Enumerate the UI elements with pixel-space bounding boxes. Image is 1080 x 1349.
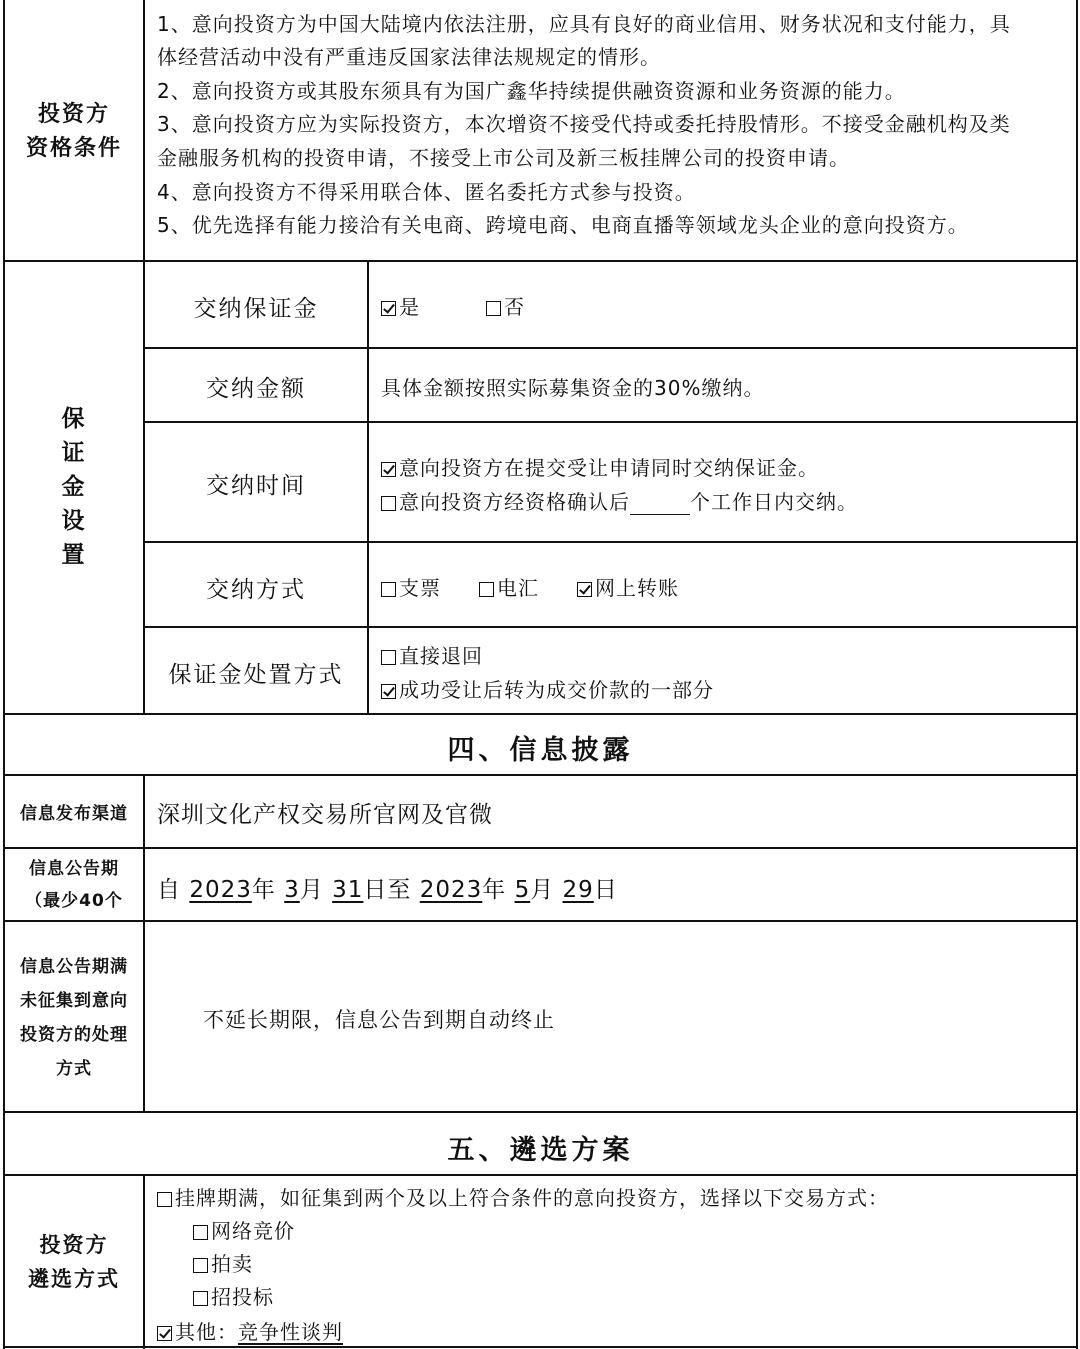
row-divider [3, 1111, 1078, 1113]
row-divider [143, 347, 1078, 349]
qualification-item: 1、意向投资方为中国大陆境内依法注册，应具有良好的商业信用、财务状况和支付能力，具 [157, 12, 1011, 36]
row-divider [3, 713, 1078, 715]
qualification-item: 4、意向投资方不得采用联合体、匿名委托方式参与投资。 [157, 180, 696, 204]
table-border-bottom [3, 1346, 1078, 1348]
label-column-divider [143, 1175, 145, 1349]
info-expiry-text: 不延长期限，信息公告到期自动终止 [203, 1008, 555, 1032]
info-channel-label: 信息发布渠道 [20, 804, 128, 824]
method-check-checkbox[interactable] [381, 582, 396, 597]
selection-option: 招投标 [193, 1281, 274, 1310]
pay-deposit-no-checkbox[interactable] [486, 301, 501, 316]
option-auction-checkbox[interactable] [193, 1258, 208, 1273]
option-online-bidding-checkbox[interactable] [193, 1225, 208, 1240]
pay-deposit-label: 交纳保证金 [193, 296, 319, 322]
deposit-time-option-2: 意向投资方经资格确认后 个工作日内交纳。 [381, 486, 858, 515]
info-period-text: 自 2023年 3月 31日至 2023年 5月 29日 [157, 877, 618, 903]
deposit-time-option-1: 意向投资方在提交受让申请同时交纳保证金。 [381, 452, 819, 481]
selection-intro: 挂牌期满，如征集到两个及以上符合条件的意向投资方，选择以下交易方式： [157, 1182, 889, 1211]
info-expiry-label: 信息公告期满 未征集到意向 投资方的处理 方式 [20, 957, 128, 1079]
qualification-item: 2、意向投资方或其股东须具有为国广鑫华持续提供融资资源和业务资源的能力。 [157, 79, 906, 103]
pay-deposit-yes-label: 是 [399, 295, 420, 319]
row-divider [3, 260, 1078, 262]
working-days-blank[interactable] [630, 496, 690, 515]
deposit-time-label: 交纳时间 [206, 473, 306, 499]
start-month: 3 [284, 877, 300, 903]
end-year: 2023 [419, 877, 483, 903]
disposal-return-checkbox[interactable] [381, 650, 396, 665]
qualification-item: 5、优先选择有能力接洽有关电商、跨境电商、电商直播等领域龙头企业的意向投资方。 [157, 213, 969, 237]
qualification-item: 体经营活动中没有严重违反国家法律法规规定的情形。 [157, 45, 661, 69]
option-tender-checkbox[interactable] [193, 1291, 208, 1306]
pay-deposit-options [381, 291, 525, 320]
pay-deposit-yes-checkbox[interactable] [381, 301, 396, 316]
deposit-amount-text: 具体金额按照实际募集资金的30%缴纳。 [381, 376, 765, 400]
label-column-divider [143, 0, 145, 715]
selection-method-label: 投资方 遴选方式 [28, 1233, 120, 1291]
end-month: 5 [514, 877, 531, 903]
option-other-checkbox[interactable] [157, 1326, 172, 1341]
deposit-group-label: 保 证 金 设 置 [61, 406, 87, 568]
deposit-field-divider [367, 261, 369, 715]
start-day: 31 [332, 877, 364, 903]
method-wire-checkbox[interactable] [479, 582, 494, 597]
section-5-title: 五、遴选方案 [447, 1135, 634, 1166]
selection-option: 拍卖 [193, 1248, 253, 1277]
qualification-item: 金融服务机构的投资申请，不接受上市公司及新三板挂牌公司的投资申请。 [157, 146, 850, 170]
deposit-time-option-1-checkbox[interactable] [381, 462, 396, 477]
row-divider [143, 626, 1078, 628]
row-divider [143, 421, 1078, 423]
disposal-convert-checkbox[interactable] [381, 684, 396, 699]
selection-other: 其他：竞争性谈判 [157, 1316, 343, 1345]
qualification-label: 投资方 资格条件 [25, 102, 122, 161]
start-year: 2023 [189, 877, 252, 903]
method-online-transfer-checkbox[interactable] [577, 582, 592, 597]
deposit-amount-label: 交纳金额 [206, 376, 306, 402]
info-period-label: 信息公告期 （最少40个 [25, 859, 123, 911]
info-channel-text: 深圳文化产权交易所官网及官微 [157, 802, 493, 828]
row-divider [3, 847, 1078, 849]
deposit-disposal-label: 保证金处置方式 [168, 662, 344, 688]
section-4-title: 四、信息披露 [447, 735, 634, 766]
pay-deposit-no-label: 否 [504, 295, 525, 319]
deposit-method-options: 支票 电汇 网上转账 [381, 572, 679, 601]
disposal-option-2: 成功受让后转为成交价款的一部分 [381, 674, 714, 703]
row-divider [3, 1174, 1078, 1176]
deposit-time-option-2-checkbox[interactable] [381, 496, 396, 511]
qualification-item: 3、意向投资方应为实际投资方，本次增资不接受代持或委托持股情形。不接受金融机构及类 [157, 112, 1011, 136]
label-column-divider [143, 775, 145, 1113]
end-day: 29 [562, 877, 594, 903]
other-method-value: 竞争性谈判 [238, 1320, 343, 1344]
selection-intro-checkbox[interactable] [157, 1192, 172, 1207]
deposit-method-label: 交纳方式 [206, 577, 306, 603]
row-divider [3, 774, 1078, 776]
selection-option: 网络竞价 [193, 1215, 295, 1244]
row-divider [143, 541, 1078, 543]
disposal-option-1: 直接退回 [381, 640, 483, 669]
table-border-right [1076, 0, 1078, 1349]
row-divider [3, 920, 1078, 922]
